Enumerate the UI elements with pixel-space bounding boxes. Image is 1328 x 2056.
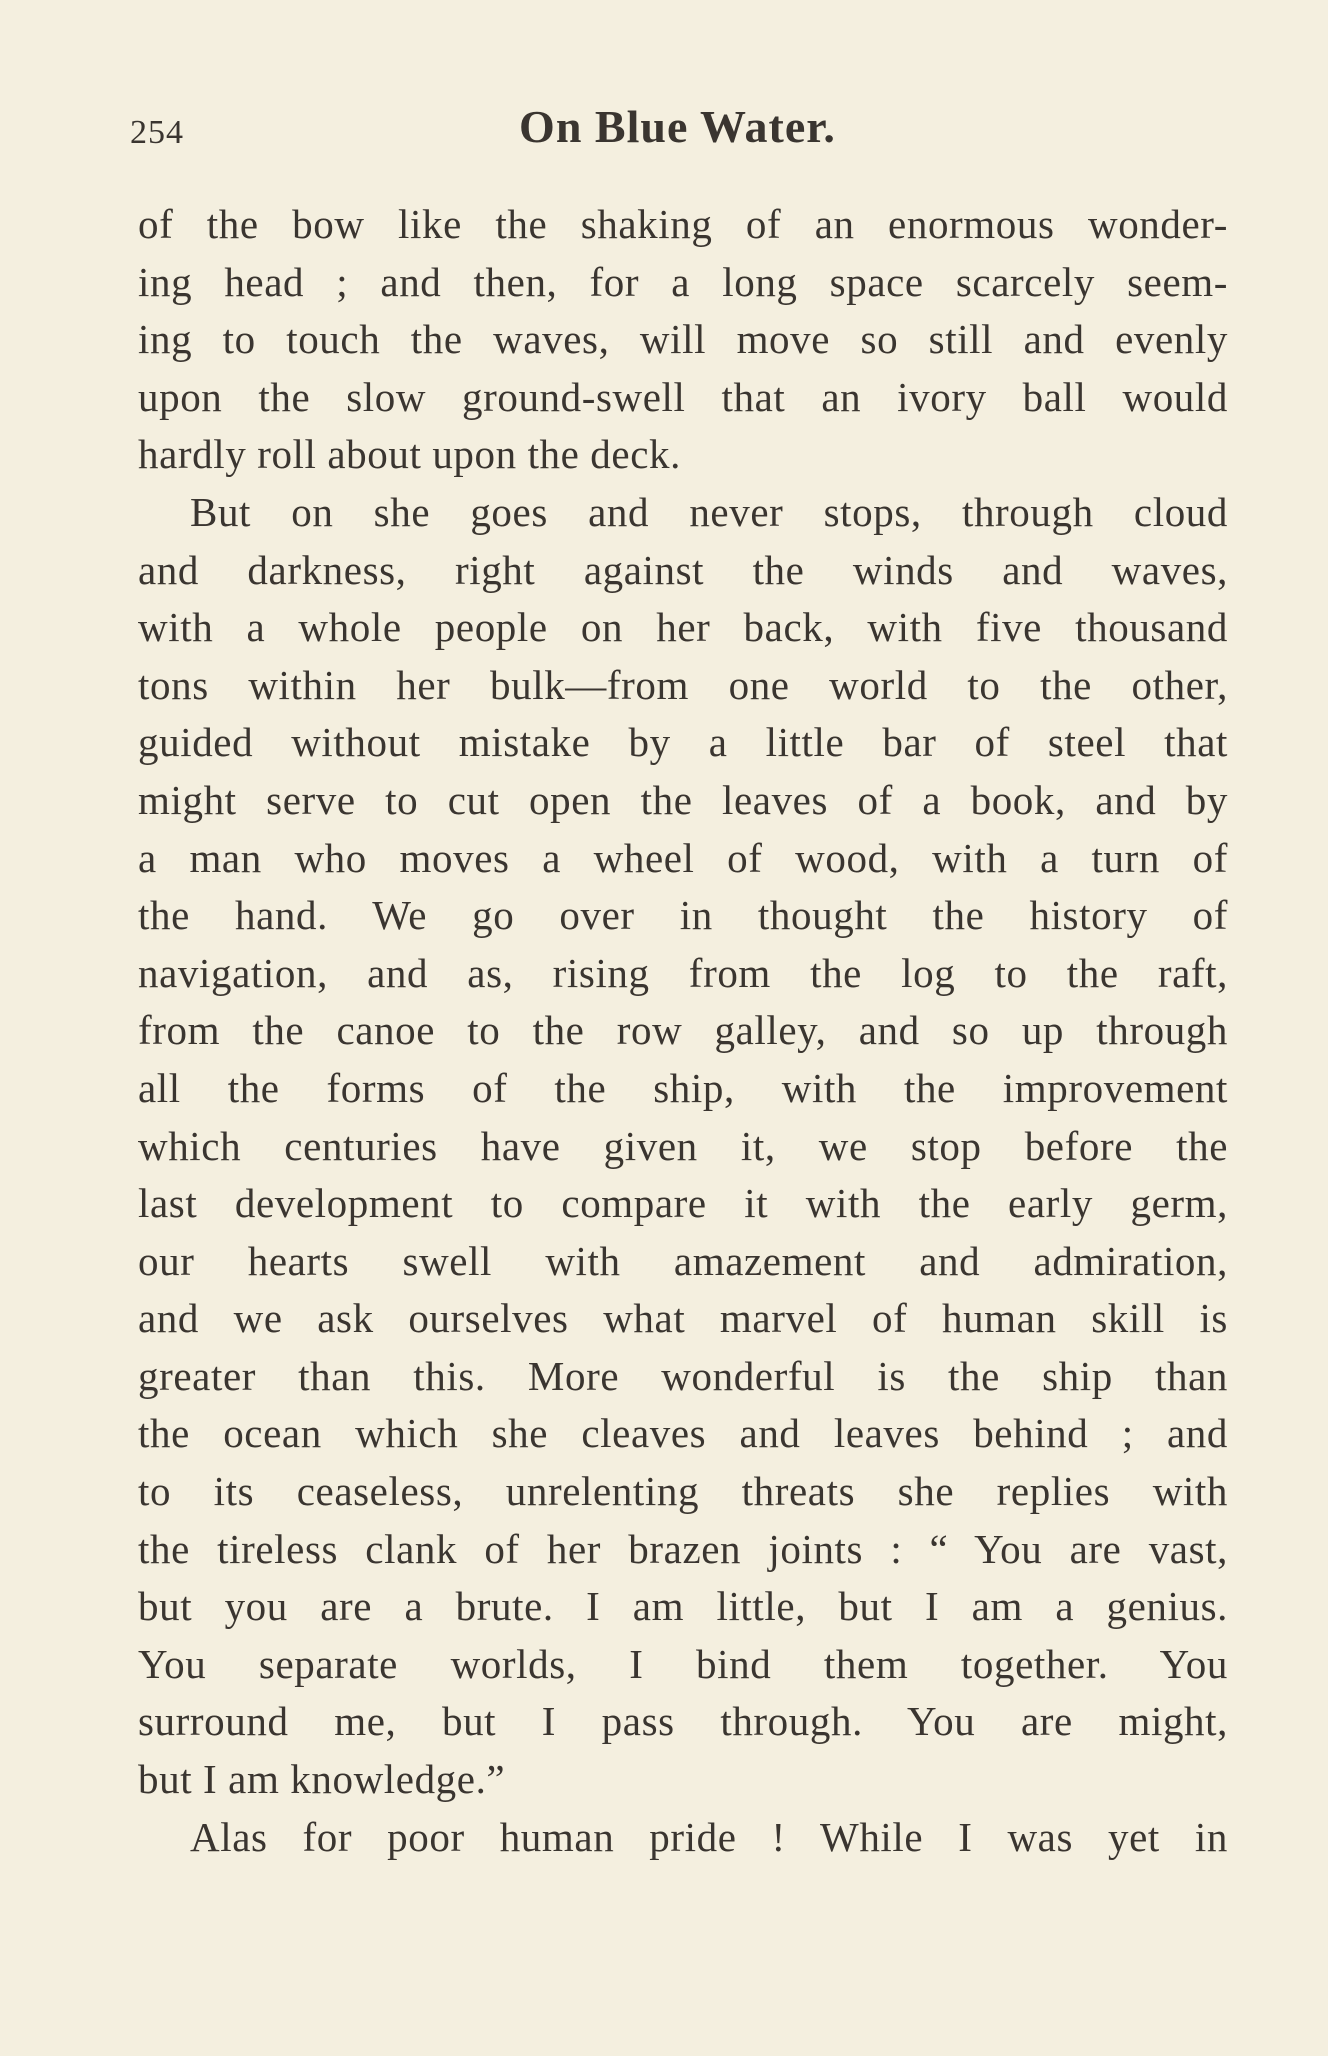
- text-line: with a whole people on her back, with five thousand: [138, 604, 1228, 651]
- text-line: from the canoe to the row galley, and so up through: [138, 1007, 1228, 1054]
- text-line: ing head ; and then, for a long space scarcely seem-: [138, 258, 1228, 305]
- text-line: surround me, but I pass through. You are might,: [138, 1698, 1228, 1745]
- text-line: guided without mistake by a little bar of steel that: [138, 719, 1228, 766]
- text-line: all the forms of the ship, with the improvement: [138, 1064, 1228, 1111]
- text-line: the hand. We go over in thought the history of: [138, 892, 1228, 939]
- page-header: [130, 100, 1225, 170]
- text-line: the tireless clank of her brazen joints : “ You are vast,: [138, 1525, 1228, 1572]
- text-line: navigation, and as, rising from the log to the raft,: [138, 949, 1228, 996]
- text-line: upon the slow ground-swell that an ivory ball would: [138, 373, 1228, 420]
- text-line: but you are a brute. I am little, but I am a genius.: [138, 1583, 1228, 1630]
- text-line: tons within her bulk—from one world to the other,: [138, 661, 1228, 708]
- text-line: our hearts swell with amazement and admiration,: [138, 1237, 1228, 1284]
- text-line: greater than this. More wonderful is the ship than: [138, 1352, 1228, 1399]
- text-line: last development to compare it with the early germ,: [138, 1180, 1228, 1227]
- text-line: hardly roll about upon the deck.: [138, 431, 681, 478]
- text-line: to its ceaseless, unrelenting threats she replies with: [138, 1468, 1228, 1515]
- page-number: 254: [130, 114, 184, 151]
- paragraph-start-line: Alas for poor human pride ! While I was yet in: [190, 1813, 1228, 1860]
- text-line: and we ask ourselves what marvel of human skill is: [138, 1295, 1228, 1342]
- text-line: ing to touch the waves, will move so still and evenly: [138, 316, 1228, 363]
- text-line: a man who moves a wheel of wood, with a turn of: [138, 834, 1228, 881]
- running-title: On Blue Water.: [519, 101, 836, 152]
- body-text: [138, 196, 1228, 1866]
- text-line: might serve to cut open the leaves of a book, and by: [138, 776, 1228, 823]
- text-line: but I am knowledge.”: [138, 1756, 506, 1803]
- paragraph-start-line: But on she goes and never stops, through cloud: [190, 488, 1228, 535]
- text-line: You separate worlds, I bind them together. You: [138, 1640, 1228, 1687]
- text-line: of the bow like the shaking of an enormous wonder-: [138, 201, 1228, 247]
- text-line: the ocean which she cleaves and leaves behind ; and: [138, 1410, 1228, 1457]
- text-line: which centuries have given it, we stop before the: [138, 1122, 1228, 1169]
- text-line: and darkness, right against the winds and waves,: [138, 546, 1228, 593]
